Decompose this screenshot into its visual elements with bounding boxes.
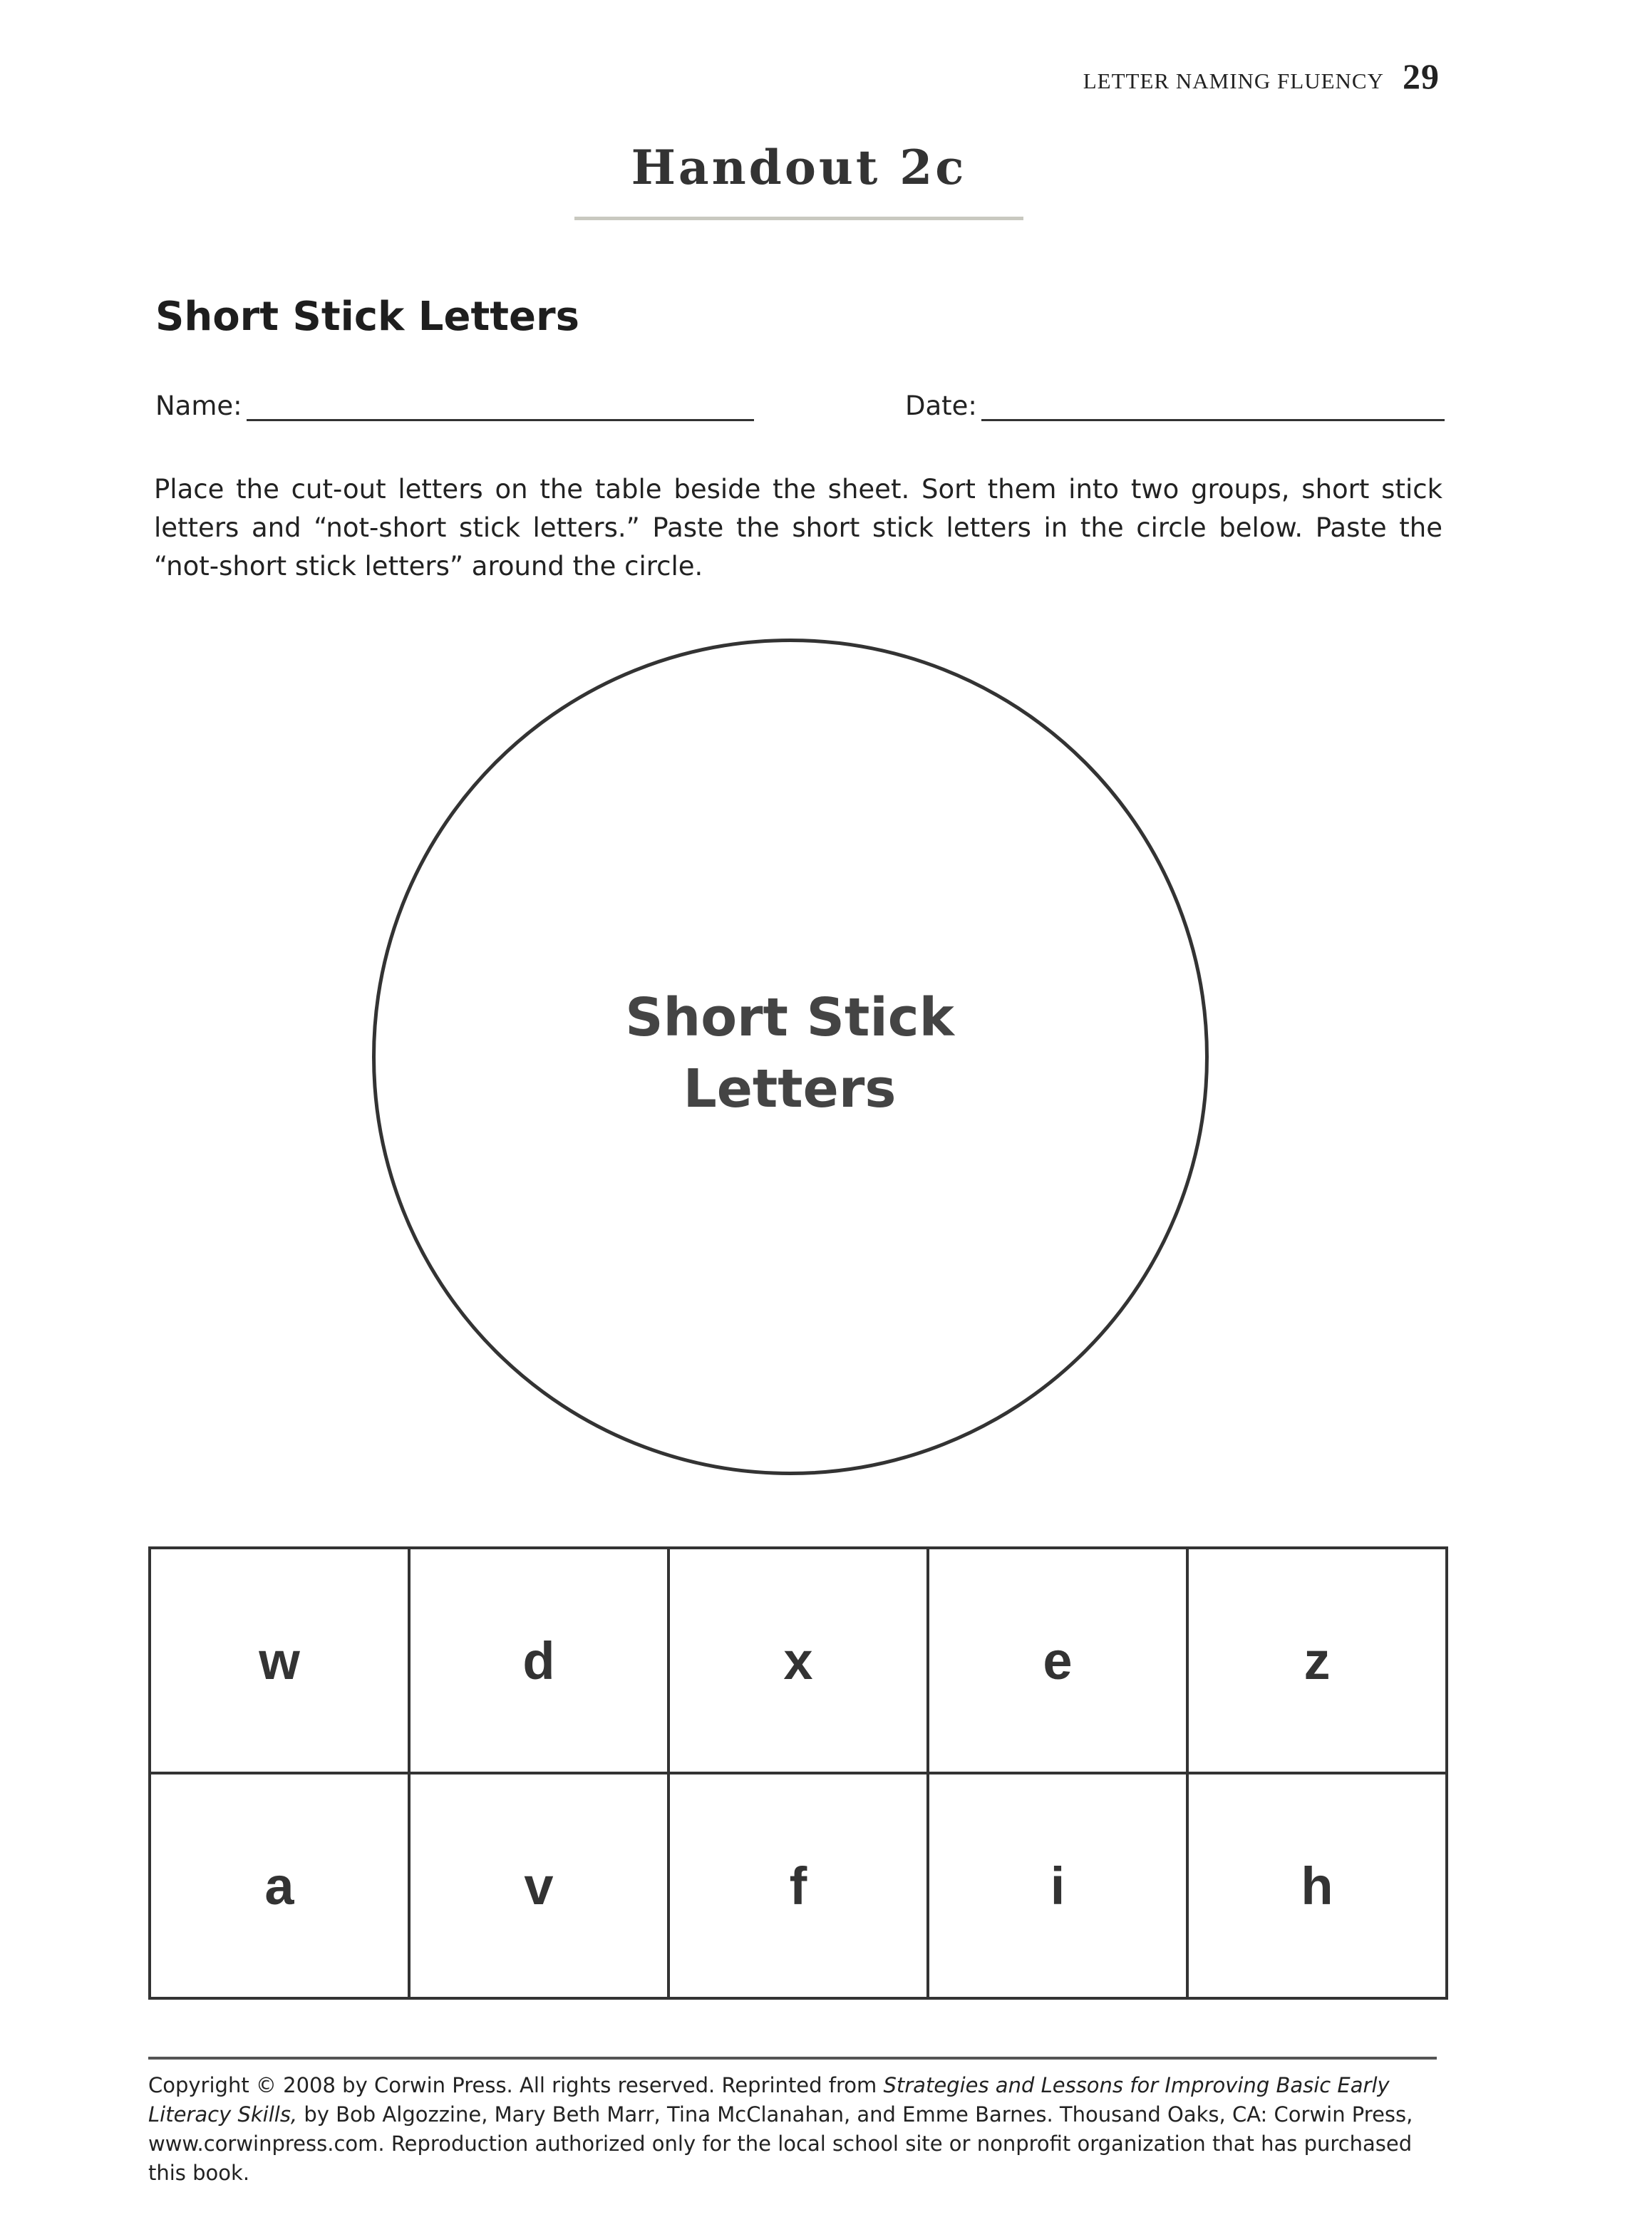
name-label: Name: <box>155 391 242 421</box>
running-head <box>1083 56 1440 97</box>
book-title: Strategies and Lessons for Improving Basic Early Literacy Skills, <box>148 2073 1390 2127</box>
letter-cell: a <box>150 1773 409 1998</box>
letter-cell: z <box>1187 1548 1447 1773</box>
date-field[interactable] <box>905 391 1445 421</box>
letter-cell: e <box>928 1548 1187 1773</box>
copyright-notice <box>148 2071 1437 2188</box>
section-title: LETTER NAMING FLUENCY <box>1083 68 1384 93</box>
instructions: Place the cut-out letters on the table beside the sheet. Sort them into two groups, short stick letters and “not-short stick letters.” Paste the short stick letters in the circle below. Paste the “not-short stick letters” around the circle. <box>154 474 1442 582</box>
footer-divider <box>148 2057 1437 2060</box>
circle-label <box>433 982 1146 1125</box>
copyright-text-1: Copyright © 2008 by Corwin Press. All rights reserved. Reprinted from <box>148 2073 884 2097</box>
handout-title: Handout 2c <box>631 140 967 195</box>
copyright-text-2: by Bob Algozzine, Mary Beth Marr, Tina McClanahan, and Emme Barnes. Thousand Oaks, CA: Corwin Press, www.corwinpress.com. Reproduction authorized only for the local school site or nonprofit organization that has purchased this book. <box>148 2102 1413 2185</box>
name-field[interactable] <box>155 391 754 421</box>
letter-cell: i <box>928 1773 1187 1998</box>
circle-label-line2: Letters <box>683 1058 897 1120</box>
table-row <box>150 1548 1447 1773</box>
table-row <box>150 1773 1447 1998</box>
letter-cell: v <box>409 1773 668 1998</box>
name-line[interactable] <box>247 391 754 421</box>
handout-underline <box>574 217 1023 220</box>
letter-cell: x <box>668 1548 928 1773</box>
date-line[interactable] <box>981 391 1445 421</box>
page-title: Short Stick Letters <box>155 294 579 340</box>
letter-cell: f <box>668 1773 928 1998</box>
page-number: 29 <box>1403 56 1440 96</box>
circle-label-line1: Short Stick <box>625 987 954 1048</box>
letter-cell: d <box>409 1548 668 1773</box>
letter-cell: w <box>150 1548 409 1773</box>
date-label: Date: <box>905 391 977 421</box>
letter-cell: h <box>1187 1773 1447 1998</box>
letter-table <box>148 1546 1448 2000</box>
